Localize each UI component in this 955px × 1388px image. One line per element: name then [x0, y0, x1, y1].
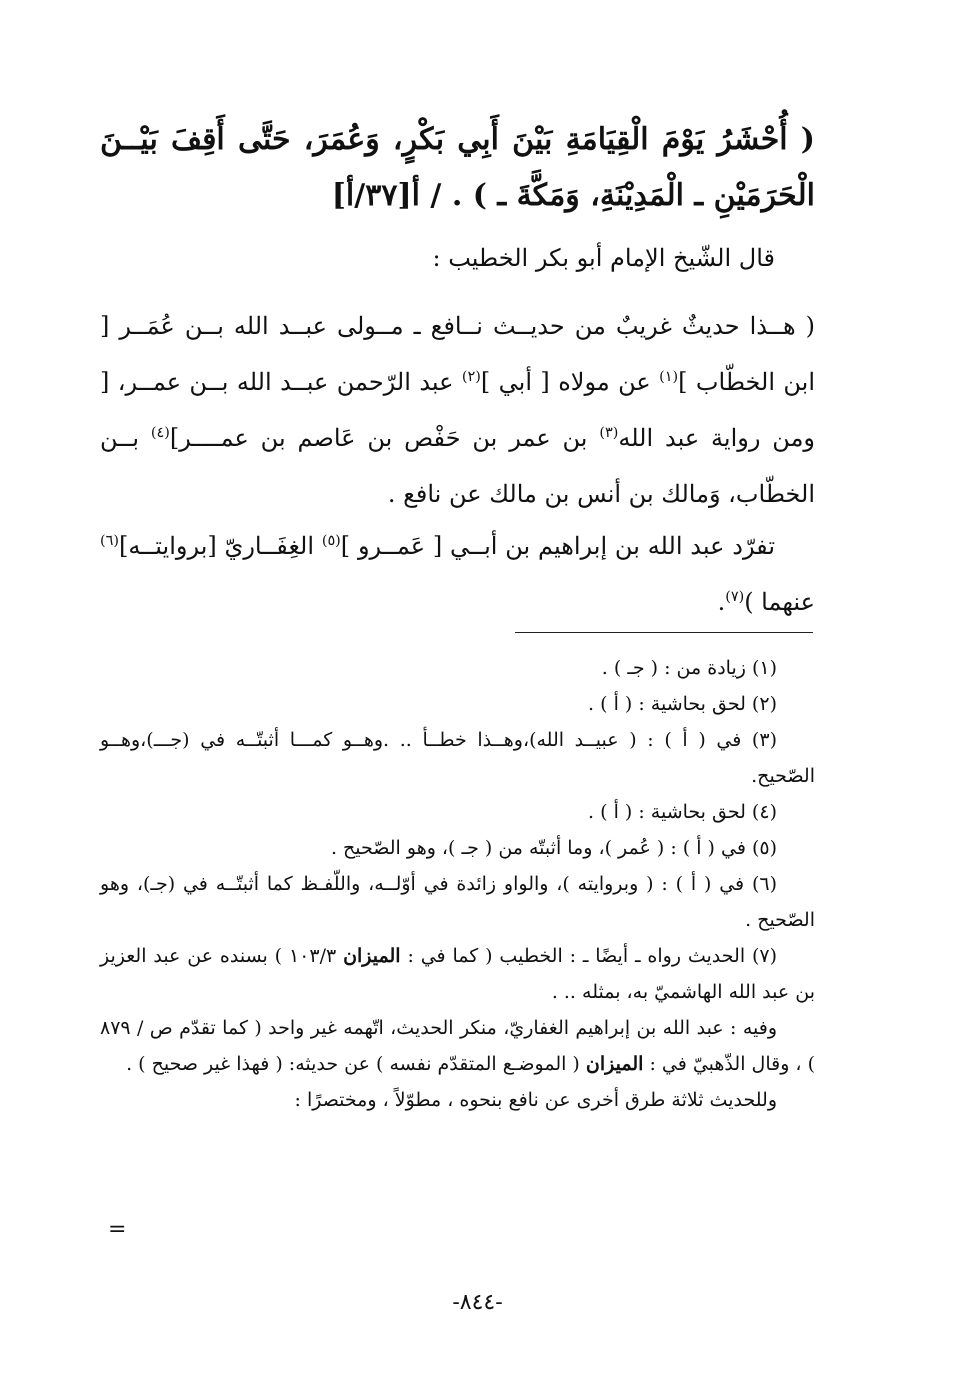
- paragraph-text: بن عمر بن حَفْص بن عَاصم بن عمــــر]: [169, 424, 600, 452]
- footnote-text: ١٠٣/٣ ) بسنده عن عبد العزيز بن عبد الله الهاشميّ به، بمثله .. .: [100, 945, 815, 1003]
- footnote-4: (٤) لحق بحاشية : ( أ ) .: [588, 801, 777, 823]
- footnote-ref-6: (٦): [100, 533, 119, 549]
- footnote-7-last-line: وللحديث ثلاثة طرق أخرى عن نافع بنحوه ، مطوّلاً ، ومختصرًا :: [294, 1089, 777, 1111]
- footnote-2: (٢) لحق بحاشية : ( أ ) .: [588, 693, 777, 715]
- footnote-5: (٥) في ( أ ) : ( عُمر )، وما أثبتّه من ( جـ )، وهو الصّحيح .: [330, 837, 777, 859]
- footnote-3: (٣) في ( أ ) : ( عبيــد الله)،وهــذا خطــأ .. .وهــو كمـــا أثبتّــه في (جـــ)،وهــو الصّحيح.: [100, 729, 815, 787]
- footnote-text: (٧) الحديث رواه ـ أيضًا ـ : الخطيب ( كما في :: [400, 945, 778, 967]
- footnote-separator: [515, 632, 813, 633]
- footnote-6: (٦) في ( أ ) : ( وبروايته )، والواو زائدة في أوّلــه، واللّفـظ كما أثبتّــه في (جـ)، وهو الصّحيح .: [100, 873, 815, 931]
- footnote-7-continued: [100, 1010, 815, 1082]
- paragraph-text: الغِفَــاريّ [بروايتــه]: [118, 532, 322, 560]
- main-paragraph-2: [100, 518, 815, 630]
- main-paragraph-1: [100, 298, 815, 522]
- footnote-ref-5: (٥): [321, 533, 341, 549]
- footnote-7: [100, 938, 815, 1010]
- footnote-ref-3: (٣): [599, 425, 619, 441]
- section-heading: قال الشّيخ الإمام أبو بكر الخطيب :: [432, 244, 775, 272]
- footnotes: [100, 650, 815, 1118]
- paragraph-text: تفرّد عبد الله بن إبراهيم بن أبــي [ عَمــرو ]: [340, 532, 776, 560]
- page-number: -٨٤٤-: [452, 1290, 503, 1315]
- footnote-text: ( الموضـع المتقدّم نفسه ) عن حديثه: ( فهذا غير صحيح ) .: [126, 1053, 586, 1075]
- footnote-ref-4: (٤): [150, 425, 170, 441]
- footnote-1: (١) زيادة من : ( جـ ) .: [601, 657, 777, 679]
- hadith-text: ( أُحْشَرُ يَوْمَ الْقِيَامَةِ بَيْنَ أَبِي بَكْرٍ، وَعُمَرَ، حَتَّى أَقِفَ بَيْــنَ الْحَرَمَيْنِ ـ الْمَدِيْنَةِ، وَمَكَّةَ ـ ) . / أ[٣٧/أ]: [100, 122, 815, 213]
- paragraph-text: عنهما ): [744, 588, 815, 616]
- footnote-ref-2: (٢): [461, 369, 481, 385]
- footnote-text: وفيه : عبد الله بن إبراهيم الغفاريّ، منكر الحديث، اتّهمه غير واحد ( كما تقدّم ص / ٨٧٩ ) ، وقال الذّهبيّ في :: [100, 1017, 815, 1075]
- paragraph-text: عن مولاه [ أبي ]: [480, 368, 660, 396]
- paragraph-text: بــن الخطّاب، وَمالك بن أنس بن مالك عن نافع .: [100, 424, 815, 508]
- book-title: الميزان: [585, 1053, 644, 1075]
- paragraph-text: ( هــذا حديثٌ غريبٌ من حديــث نــافع ـ مــولى عبــد الله بــن عُمَــر [ ابن الخطّاب ]: [100, 312, 816, 396]
- paragraph-text: .: [717, 588, 726, 616]
- book-title: الميزان: [343, 945, 401, 967]
- continuation-mark: =: [108, 1217, 127, 1242]
- paragraph-text: عبد الرّحمن عبــد الله بــن عمــر، [ ومن رواية عبد الله: [100, 368, 816, 452]
- footnote-ref-1: (١): [659, 369, 679, 385]
- footnote-ref-7: (٧): [725, 589, 745, 605]
